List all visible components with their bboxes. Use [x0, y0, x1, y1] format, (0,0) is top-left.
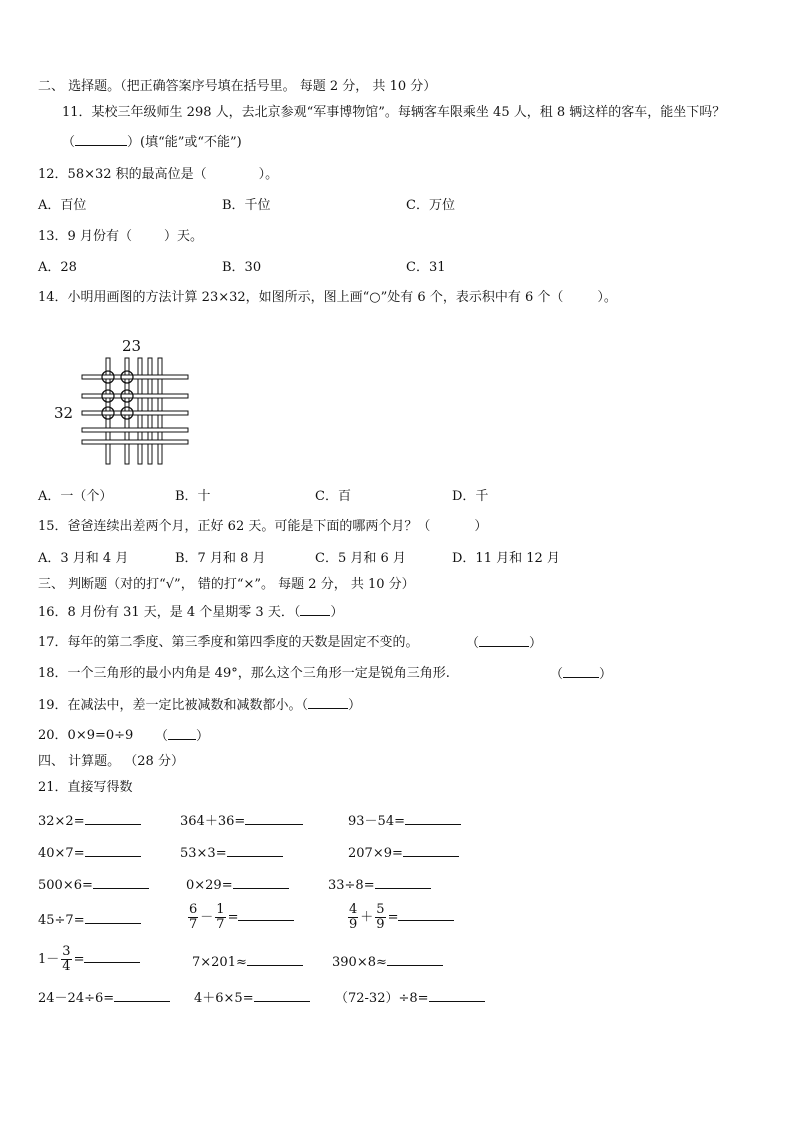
calc-expression: 53×3=	[180, 846, 227, 861]
calc-item-fraction-add	[346, 901, 454, 935]
calc-expression: 24－24÷6=	[38, 991, 115, 1006]
calc-answer-blank[interactable]	[245, 811, 303, 825]
q13-stem	[38, 228, 203, 246]
fraction	[348, 903, 358, 932]
q14-close: ）。	[597, 290, 617, 305]
tens-row-3	[82, 411, 188, 415]
q20-text: 20．0×9=0÷9	[38, 728, 134, 743]
calc-item	[38, 811, 141, 831]
calc-item	[38, 910, 141, 930]
calc-answer-blank[interactable]	[114, 988, 170, 1002]
calc-answer-blank[interactable]	[398, 907, 454, 921]
calc-expression: 7×201≈	[192, 955, 247, 970]
q20-open: （	[155, 729, 169, 744]
q18-answer	[550, 665, 612, 684]
section-4-header: 四、 计算题。 （28 分）	[38, 754, 184, 769]
q12-option-c[interactable]: C．万位	[406, 198, 455, 213]
section-2-header: 二、 选择题。（把正确答案序号填在括号里。 每题 2 分， 共 10 分）	[38, 79, 437, 94]
fraction	[215, 903, 225, 932]
q11-hint: ）(填“能”或“不能”)	[127, 135, 242, 150]
q17-answer-blank[interactable]	[479, 634, 529, 647]
calc-item	[180, 843, 283, 863]
q13-text: 13．9 月份有（	[38, 229, 132, 244]
calc-expression: 45÷7=	[38, 913, 85, 928]
fraction-numerator: 1	[216, 902, 225, 917]
fraction-numerator: 5	[376, 902, 385, 917]
q15-option-d[interactable]: D．11 月和 12 月	[452, 551, 560, 566]
calc-answer-blank[interactable]	[247, 952, 303, 966]
q13-option-c[interactable]: C．31	[406, 260, 446, 275]
fraction-denominator: 9	[376, 917, 385, 932]
q12-option-b[interactable]: B．千位	[222, 198, 271, 213]
calc-expression: 364＋36=	[180, 814, 246, 829]
calc-item	[38, 843, 141, 863]
calc-item-fraction	[38, 943, 140, 977]
calc-item	[186, 875, 289, 895]
q13-option-b[interactable]: B．30	[222, 260, 262, 275]
q19-line	[38, 696, 361, 715]
fraction-numerator: 3	[62, 944, 71, 959]
q16-close: ）	[330, 605, 344, 620]
calc-expression: 500×6=	[38, 878, 93, 893]
calc-answer-blank[interactable]	[405, 811, 461, 825]
fraction-denominator: 9	[349, 917, 358, 932]
calc-item	[332, 952, 443, 972]
calc-item	[348, 811, 461, 831]
calc-answer-blank[interactable]	[85, 910, 141, 924]
figure-top-label: 23	[122, 337, 142, 355]
q18-close: ）	[599, 667, 613, 682]
fraction-denominator: 7	[189, 917, 198, 932]
q16-text: 16．8 月份有 31 天，是 4 个星期零 3 天．（	[38, 605, 301, 620]
calc-expression: 207×9=	[348, 846, 403, 861]
q19-answer-blank[interactable]	[308, 696, 348, 709]
q16-answer-blank[interactable]	[300, 603, 330, 616]
q18-answer-blank[interactable]	[563, 665, 599, 678]
q20-answer	[155, 727, 209, 746]
calc-expression: 4＋6×5=	[194, 991, 254, 1006]
calc-expression: （72-32）÷8=	[335, 991, 429, 1006]
fraction-denominator: 4	[62, 959, 71, 974]
fraction	[375, 903, 385, 932]
q16-line	[38, 603, 343, 622]
calc-item	[192, 952, 303, 972]
calc-answer-blank[interactable]	[387, 952, 443, 966]
q12-option-a[interactable]: A．百位	[38, 198, 87, 213]
calc-answer-blank[interactable]	[233, 875, 289, 889]
calc-expression: 40×7=	[38, 846, 85, 861]
fraction-denominator: 7	[216, 917, 225, 932]
calc-expression: 0×29=	[186, 878, 233, 893]
q18-open: （	[550, 667, 564, 682]
calc-answer-blank[interactable]	[429, 988, 485, 1002]
q20-close: ）	[196, 729, 210, 744]
equals: =	[227, 910, 239, 925]
q11-answer-blank[interactable]	[75, 133, 127, 146]
calc-expression: 33÷8=	[328, 878, 375, 893]
q11-text: 11．某校三年级师生 298 人，去北京参观“军事博物馆”。每辆客车限乘坐 45 人，租 8 辆这样的客车，能坐下吗？	[62, 105, 726, 120]
calc-expression: 1－	[38, 952, 60, 967]
calc-answer-blank[interactable]	[238, 907, 294, 921]
calc-expression: 390×8≈	[332, 955, 387, 970]
q14-option-d[interactable]: D．千	[452, 489, 489, 504]
fraction	[61, 945, 71, 974]
figure-side-label: 32	[54, 404, 74, 422]
horizontal-sticks	[82, 375, 188, 444]
q14-option-a[interactable]: A．一（个）	[38, 489, 113, 504]
q15-stem	[38, 518, 487, 536]
q21-title: 21．直接写得数	[38, 780, 133, 795]
q13-close: ）天。	[163, 229, 203, 244]
calc-answer-blank[interactable]	[403, 843, 459, 857]
tens-row-1	[82, 375, 188, 379]
operator-plus: ＋	[360, 910, 374, 925]
ones-row-1	[82, 428, 188, 432]
fraction	[188, 903, 198, 932]
q17-close: ）	[529, 636, 543, 651]
q15-option-b[interactable]: B．7 月和 8 月	[175, 551, 266, 566]
q14-option-b[interactable]: B．十	[175, 489, 211, 504]
equals: =	[73, 952, 85, 967]
calc-answer-blank[interactable]	[254, 988, 310, 1002]
q20-answer-blank[interactable]	[168, 727, 196, 740]
q13-option-a[interactable]: A．28	[38, 260, 77, 275]
q17-open: （	[466, 636, 480, 651]
calc-answer-blank[interactable]	[85, 843, 141, 857]
q14-stem	[38, 289, 617, 307]
ones-row-2	[82, 440, 188, 444]
calc-expression: 32×2=	[38, 814, 85, 829]
calc-expression: 93－54=	[348, 814, 405, 829]
calc-item	[38, 875, 149, 895]
q18-text: 18．一个三角形的最小内角是 49°，那么这个三角形一定是锐角三角形.	[38, 666, 450, 681]
calc-item	[180, 811, 303, 831]
q17-answer	[466, 634, 542, 653]
calc-answer-blank[interactable]	[93, 875, 149, 889]
q15-close: ）	[474, 519, 488, 534]
q14-text: 14．小明用画图的方法计算 23×32，如图所示，图上画“○”处有 6 个，表示积中有 6 个（	[38, 290, 564, 305]
q14-grid-figure	[50, 334, 200, 468]
calc-answer-blank[interactable]	[227, 843, 283, 857]
calc-answer-blank[interactable]	[85, 811, 141, 825]
q11-open-paren: （	[62, 135, 76, 150]
tens-row-2	[82, 394, 188, 398]
q15-option-a[interactable]: A．3 月和 4 月	[38, 551, 129, 566]
q14-option-c[interactable]: C．百	[315, 489, 351, 504]
section-3-header: 三、 判断题（对的打“√”， 错的打“×”。 每题 2 分， 共 10 分）	[38, 577, 415, 592]
calc-answer-blank[interactable]	[84, 949, 140, 963]
calc-answer-blank[interactable]	[375, 875, 431, 889]
q11-answer-line	[62, 133, 242, 152]
q12-stem	[38, 166, 278, 184]
calc-item-fraction-subtract	[186, 901, 294, 935]
calc-item	[348, 843, 459, 863]
q12-close: ）。	[258, 167, 279, 182]
calc-item	[335, 988, 485, 1008]
q15-option-c[interactable]: C．5 月和 6 月	[315, 551, 406, 566]
q15-text: 15．爸爸连续出差两个月，正好 62 天。可能是下面的哪两个月？（	[38, 519, 431, 534]
fraction-numerator: 4	[349, 902, 358, 917]
operator-minus: －	[200, 910, 214, 925]
q19-close: ）	[348, 698, 362, 713]
q19-text: 19．在减法中，差一定比被减数和减数都小。（	[38, 698, 309, 713]
calc-item	[38, 988, 170, 1008]
equals: =	[387, 910, 399, 925]
fraction-numerator: 6	[189, 902, 198, 917]
q17-text: 17．每年的第二季度、第三季度和第四季度的天数是固定不变的。	[38, 635, 419, 650]
q12-text: 12．58×32 积的最高位是（	[38, 167, 207, 182]
calc-item	[328, 875, 431, 895]
calc-item	[194, 988, 310, 1008]
